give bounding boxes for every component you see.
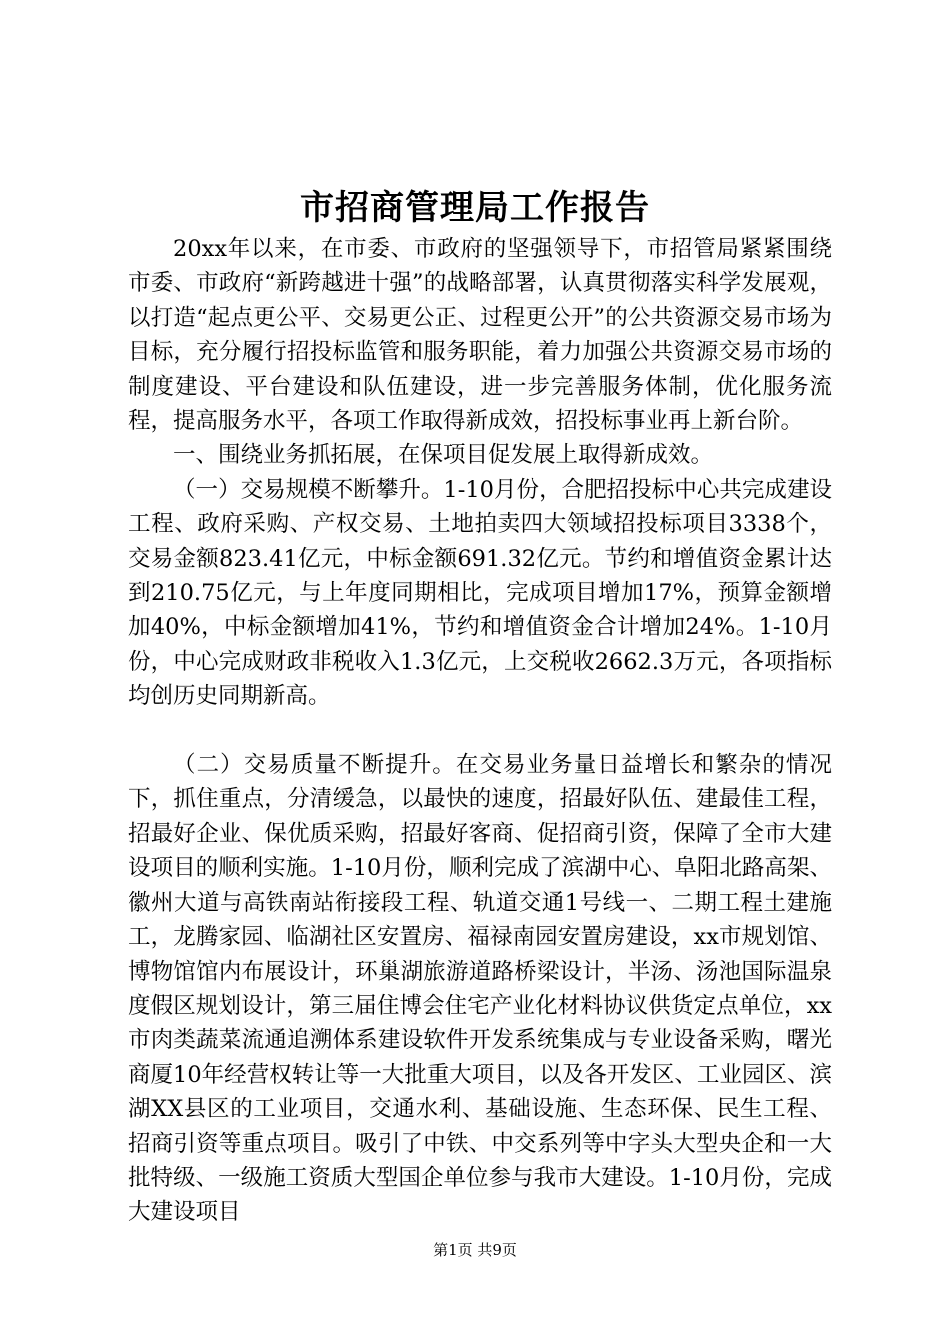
paragraph-trade-quality: （二）交易质量不断提升。在交易业务量日益增长和繁杂的情况下，抓住重点，分清缓急，以最快的速度，招最好队伍、建最佳工程，招最好企业、保优质采购，招最好客商、促招商引资，保障了全市大建设项目的顺利实施。1-10月份，顺利完成了滨湖中心、阜阳北路高架、徽州大道与高铁南站衔接段工程、轨道交通1号线一、二期工程土建施工，龙腾家园、临湖社区安置房、福禄南园安置房建设，xx市规划馆、博物馆馆内布展设计，环巢湖旅游道路桥梁设计，半汤、汤池国际温泉度假区规划设计，第三届住博会住宅产业化材料协议供货定点单位，xx市肉类蔬菜流通追溯体系建设软件开发系统集成与专业设备采购，曙光商厦10年经营权转让等一大批重大项目，以及各开发区、工业园区、滨湖XX县区的工业项目，交通水利、基础设施、生态环保、民生工程、招商引资等重点项目。吸引了中铁、中交系列等中字头大型央企和一大批特级、一级施工资质大型国企单位参与我市大建设。1-10月份，完成大建设项目 <box>128 752 832 1226</box>
document-body <box>128 232 832 1230</box>
paragraph-trade-scale: （一）交易规模不断攀升。1-10月份，合肥招投标中心共完成建设工程、政府采购、产权交易、土地拍卖四大领域招投标项目3338个，交易金额823.41亿元，中标金额691.32亿元。节约和增值资金累计达到210.75亿元，与上年度同期相比，完成项目增加17%，预算金额增加40%，中标金额增加41%，节约和增值资金合计增加24%。1-10月份，中心完成财政非税收入1.3亿元，上交税收2662.3万元，各项指标均创历史同期新高。 <box>128 476 832 710</box>
section-heading-1: 一、围绕业务抓拓展，在保项目促发展上取得新成效。 <box>173 442 714 469</box>
document-title: 市招商管理局工作报告 <box>300 188 650 228</box>
paragraph-intro: 20xx年以来，在市委、市政府的坚强领导下，市招管局紧紧围绕市委、市政府“新跨越进十强”的战略部署，认真贯彻落实科学发展观，以打造“起点更公平、交易更公正、过程更公开”的公共资源交易市场为目标，充分履行招投标监管和服务职能，着力加强公共资源交易市场的制度建设、平台建设和队伍建设，进一步完善服务体制，优化服务流程，提高服务水平，各项工作取得新成效，招投标事业再上新台阶。 <box>128 236 832 435</box>
page-footer: 第1页 共9页 <box>433 1241 517 1259</box>
